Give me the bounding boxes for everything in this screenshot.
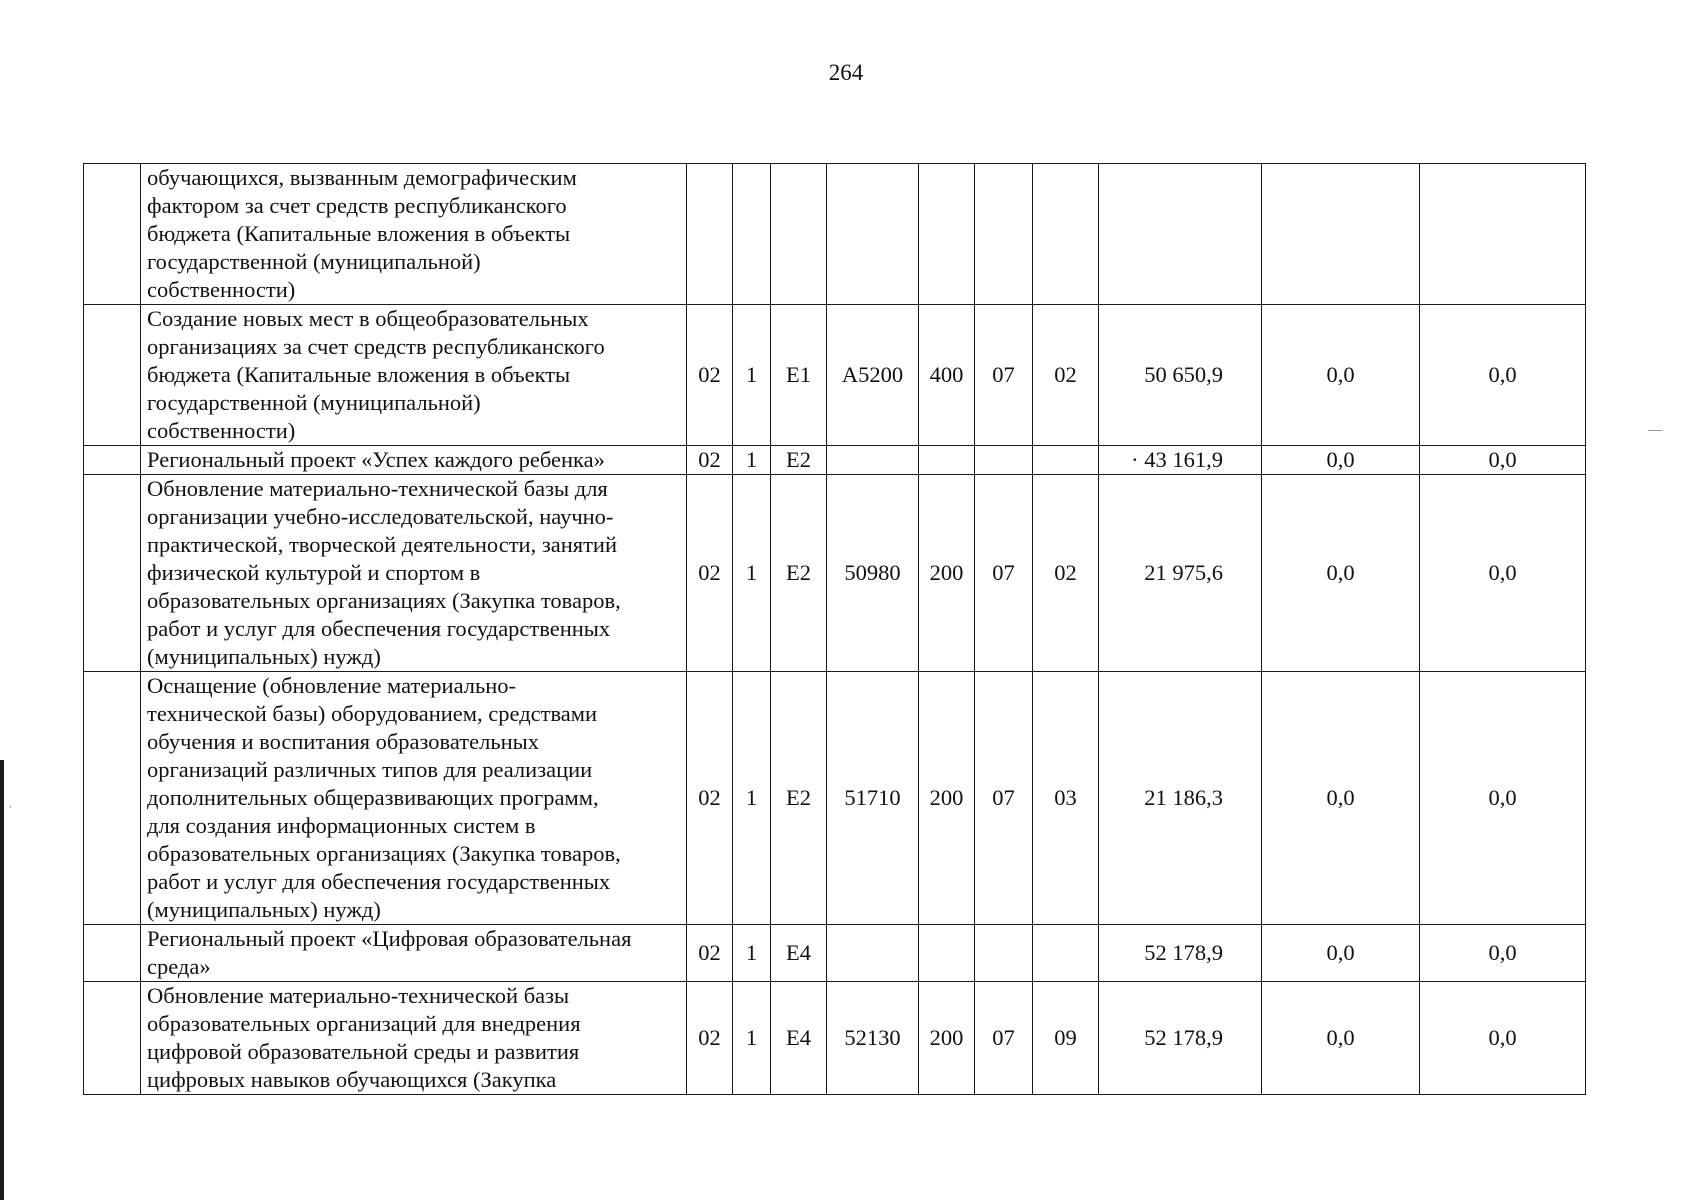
item-name-line: организациях за счет средств республиканского [147,334,605,359]
code-cell-c7 [1033,164,1099,305]
item-name-line: Обновление материально-технической базы [147,983,570,1008]
item-name-line: государственной (муниципальной) [147,390,481,415]
code-cell-c5: 400 [919,305,975,446]
item-name-cell [141,446,687,475]
code-cell-c7 [1033,446,1099,475]
amount-cell: 52 178,9 [1099,982,1262,1095]
amount-cell-v1: 0,0 [1262,305,1420,446]
code-cell-c4: 50980 [827,475,919,672]
amount-cell-v2: 0,0 [1420,925,1586,982]
row-number-cell [84,672,141,925]
row-number-cell [84,446,141,475]
item-name-line: Оснащение (обновление материально- [147,673,517,698]
item-name-line: технической базы) оборудованием, средствами [147,701,598,726]
item-name-line: цифровых навыков обучающихся (Закупка [147,1067,557,1092]
code-cell-c1: 02 [687,925,733,982]
code-cell-c1: 02 [687,672,733,925]
amount-cell-v1: 0,0 [1262,446,1420,475]
item-name-line: (муниципальных) нужд) [147,897,381,922]
code-cell-c7: 02 [1033,475,1099,672]
code-cell-c6 [975,925,1033,982]
amount-cell-v1: 0,0 [1262,475,1420,672]
table-row [84,672,1586,925]
code-cell-c3: Е1 [771,305,827,446]
item-name-line: практической, творческой деятельности, занятий [147,532,617,557]
code-cell-c5: 200 [919,475,975,672]
code-cell-c5 [919,925,975,982]
code-cell-c5: 200 [919,982,975,1095]
code-cell-c2: 1 [733,925,771,982]
table-row [84,925,1586,982]
amount-cell-v2: 0,0 [1420,305,1586,446]
item-name-cell [141,475,687,672]
code-cell-c1: 02 [687,475,733,672]
code-cell-c2: 1 [733,982,771,1095]
item-name-line: образовательных организациях (Закупка товаров, [147,841,621,866]
item-name-line: обучения и воспитания образовательных [147,729,540,754]
scan-edge-mark [0,760,4,1200]
item-name-line: образовательных организациях (Закупка товаров, [147,588,621,613]
code-cell-c3: Е4 [771,982,827,1095]
code-cell-c4: 51710 [827,672,919,925]
table-row [84,164,1586,305]
item-name-line: бюджета (Капитальные вложения в объекты [147,221,571,246]
table-row [84,446,1586,475]
amount-cell: 52 178,9 [1099,925,1262,982]
amount-cell-v2: 0,0 [1420,672,1586,925]
scan-speck [1648,430,1662,431]
code-cell-c7 [1033,925,1099,982]
item-name-line: образовательных организаций для внедрения [147,1011,581,1036]
item-name-line: организации учебно-исследовательской, научно- [147,504,614,529]
item-name-line: бюджета (Капитальные вложения в объекты [147,362,571,387]
amount-cell-v1: 0,0 [1262,925,1420,982]
item-name-cell [141,982,687,1095]
amount-cell: 50 650,9 [1099,305,1262,446]
item-name-line: обучающихся, вызванным демографическим [147,165,577,190]
row-number-cell [84,475,141,672]
item-name-line: Региональный проект «Успех каждого ребенка» [147,447,605,472]
item-name-line: работ и услуг для обеспечения государственных [147,869,611,894]
code-cell-c3: Е4 [771,925,827,982]
item-name-line: работ и услуг для обеспечения государственных [147,616,611,641]
code-cell-c3: Е2 [771,446,827,475]
amount-cell: 21 975,6 [1099,475,1262,672]
code-cell-c2: 1 [733,672,771,925]
code-cell-c3: Е2 [771,475,827,672]
row-number-cell [84,925,141,982]
code-cell-c2: 1 [733,446,771,475]
code-cell-c3 [771,164,827,305]
item-name-line: собственности) [147,277,296,302]
code-cell-c6: 07 [975,672,1033,925]
code-cell-c1: 02 [687,982,733,1095]
amount-cell: · 43 161,9 [1099,446,1262,475]
amount-cell-v2: 0,0 [1420,475,1586,672]
table-body [84,164,1586,1095]
amount-cell-v1 [1262,164,1420,305]
code-cell-c6 [975,446,1033,475]
amount-cell-v2: 0,0 [1420,982,1586,1095]
code-cell-c7: 03 [1033,672,1099,925]
code-cell-c4 [827,446,919,475]
budget-table [83,163,1586,1095]
item-name-cell [141,925,687,982]
code-cell-c5: 200 [919,672,975,925]
table-row [84,982,1586,1095]
table-row [84,475,1586,672]
code-cell-c1: 02 [687,446,733,475]
code-cell-c1 [687,164,733,305]
code-cell-c5 [919,446,975,475]
item-name-line: (муниципальных) нужд) [147,644,381,669]
row-number-cell [84,164,141,305]
amount-cell-v2: 0,0 [1420,446,1586,475]
row-number-cell [84,305,141,446]
code-cell-c4: 52130 [827,982,919,1095]
amount-cell-v2 [1420,164,1586,305]
table-row [84,305,1586,446]
item-name-cell [141,672,687,925]
amount-cell-v1: 0,0 [1262,982,1420,1095]
item-name-line: фактором за счет средств республиканского [147,193,567,218]
code-cell-c4 [827,164,919,305]
item-name-line: дополнительных общеразвивающих программ, [147,785,599,810]
item-name-line: Региональный проект «Цифровая образовательная [147,926,632,951]
amount-cell [1099,164,1262,305]
item-name-line: цифровой образовательной среды и развития [147,1039,580,1064]
code-cell-c4: A5200 [827,305,919,446]
item-name-line: среда» [147,954,211,979]
item-name-line: государственной (муниципальной) [147,249,481,274]
code-cell-c7: 09 [1033,982,1099,1095]
item-name-cell [141,164,687,305]
amount-cell-v1: 0,0 [1262,672,1420,925]
code-cell-c6 [975,164,1033,305]
code-cell-c2 [733,164,771,305]
code-cell-c6: 07 [975,982,1033,1095]
item-name-line: собственности) [147,418,296,443]
row-number-cell [84,982,141,1095]
item-name-line: физической культурой и спортом в [147,560,481,585]
page-number: 264 [828,60,864,85]
scan-speck [10,806,11,808]
item-name-line: Создание новых мест в общеобразовательных [147,306,589,331]
item-name-line: для создания информационных систем в [147,813,536,838]
code-cell-c3: Е2 [771,672,827,925]
code-cell-c7: 02 [1033,305,1099,446]
item-name-cell [141,305,687,446]
amount-cell: 21 186,3 [1099,672,1262,925]
item-name-line: Обновление материально-технической базы для [147,476,608,501]
code-cell-c4 [827,925,919,982]
item-name-line: организаций различных типов для реализации [147,757,593,782]
code-cell-c2: 1 [733,475,771,672]
code-cell-c2: 1 [733,305,771,446]
code-cell-c6: 07 [975,475,1033,672]
code-cell-c1: 02 [687,305,733,446]
code-cell-c6: 07 [975,305,1033,446]
code-cell-c5 [919,164,975,305]
